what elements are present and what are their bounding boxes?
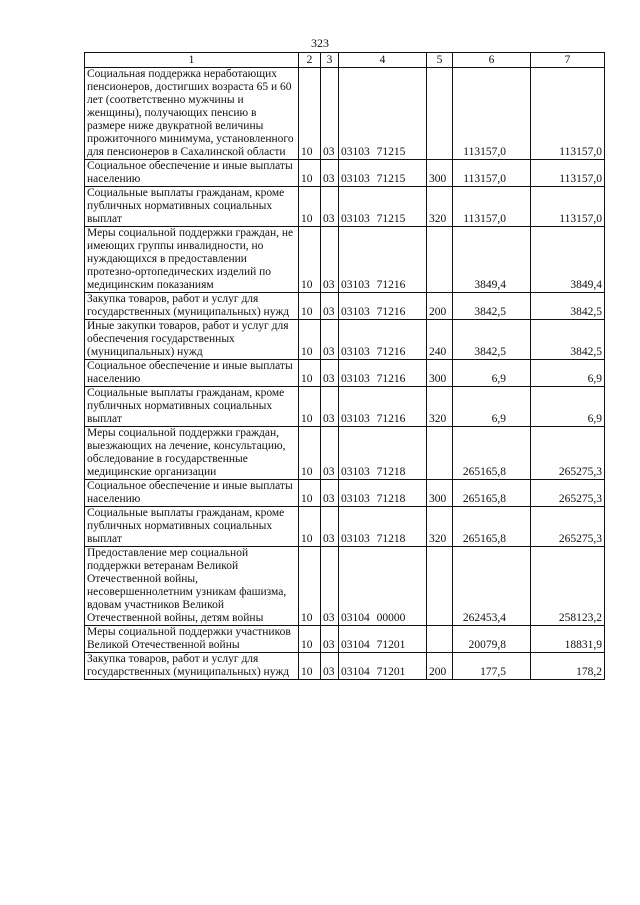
row-sum-1: 265165,8 <box>453 507 531 547</box>
table-row <box>85 547 605 626</box>
row-rz: 10 <box>299 227 321 293</box>
row-sum-2: 113157,0 <box>531 68 605 160</box>
row-sum-2: 3842,5 <box>531 293 605 320</box>
row-sum-2: 178,2 <box>531 653 605 680</box>
row-pr: 03 <box>321 187 339 227</box>
row-rz: 10 <box>299 480 321 507</box>
row-sum-1: 20079,8 <box>453 626 531 653</box>
row-name: Закупка товаров, работ и услуг для государственных (муниципальных) нужд <box>85 653 299 680</box>
row-name: Социальные выплаты гражданам, кроме публичных нормативных социальных выплат <box>85 387 299 427</box>
row-sum-1: 113157,0 <box>453 160 531 187</box>
row-pr: 03 <box>321 626 339 653</box>
row-pr: 03 <box>321 68 339 160</box>
budget-table <box>84 52 605 680</box>
row-vr <box>427 626 453 653</box>
row-csr: 03103 71215 <box>339 187 427 227</box>
row-sum-2: 113157,0 <box>531 160 605 187</box>
row-rz: 10 <box>299 626 321 653</box>
row-rz: 10 <box>299 653 321 680</box>
row-csr: 03103 71218 <box>339 480 427 507</box>
row-sum-1: 262453,4 <box>453 547 531 626</box>
row-name: Социальное обеспечение и иные выплаты населению <box>85 160 299 187</box>
row-sum-1: 113157,0 <box>453 68 531 160</box>
row-vr <box>427 427 453 480</box>
row-csr: 03103 71216 <box>339 387 427 427</box>
row-csr: 03103 71216 <box>339 227 427 293</box>
row-csr: 03103 71216 <box>339 320 427 360</box>
row-vr: 320 <box>427 387 453 427</box>
row-vr: 300 <box>427 160 453 187</box>
table-row <box>85 160 605 187</box>
row-rz: 10 <box>299 68 321 160</box>
row-vr <box>427 68 453 160</box>
row-name: Меры социальной поддержки граждан, выезжающих на лечение, консультацию, обследование в государственные медицинские организации <box>85 427 299 480</box>
row-pr: 03 <box>321 320 339 360</box>
row-name: Меры социальной поддержки граждан, не имеющих группы инвалидности, но нуждающихся в предоставлении протезно-ортопедических изделий по медицинским показаниям <box>85 227 299 293</box>
row-pr: 03 <box>321 293 339 320</box>
row-sum-2: 6,9 <box>531 360 605 387</box>
row-csr: 03104 71201 <box>339 626 427 653</box>
table-row <box>85 320 605 360</box>
row-vr <box>427 547 453 626</box>
row-pr: 03 <box>321 547 339 626</box>
row-csr: 03103 71218 <box>339 427 427 480</box>
row-name: Иные закупки товаров, работ и услуг для обеспечения государственных (муниципальных) нужд <box>85 320 299 360</box>
table-row <box>85 480 605 507</box>
table-header-row <box>85 53 605 68</box>
table-row <box>85 227 605 293</box>
row-sum-2: 265275,3 <box>531 480 605 507</box>
table-row <box>85 187 605 227</box>
row-rz: 10 <box>299 427 321 480</box>
column-header: 7 <box>531 53 605 68</box>
row-pr: 03 <box>321 227 339 293</box>
row-sum-1: 3849,4 <box>453 227 531 293</box>
row-sum-2: 113157,0 <box>531 187 605 227</box>
row-sum-1: 6,9 <box>453 387 531 427</box>
row-pr: 03 <box>321 480 339 507</box>
row-name: Социальные выплаты гражданам, кроме публичных нормативных социальных выплат <box>85 187 299 227</box>
row-rz: 10 <box>299 547 321 626</box>
row-vr: 200 <box>427 653 453 680</box>
row-rz: 10 <box>299 320 321 360</box>
row-sum-1: 177,5 <box>453 653 531 680</box>
row-sum-2: 258123,2 <box>531 547 605 626</box>
row-csr: 03103 71215 <box>339 68 427 160</box>
row-csr: 03104 71201 <box>339 653 427 680</box>
row-vr: 200 <box>427 293 453 320</box>
row-pr: 03 <box>321 160 339 187</box>
row-name: Меры социальной поддержки участников Великой Отечественной войны <box>85 626 299 653</box>
table-row <box>85 507 605 547</box>
row-vr: 300 <box>427 480 453 507</box>
table-row <box>85 68 605 160</box>
row-vr: 320 <box>427 507 453 547</box>
table-row <box>85 387 605 427</box>
column-header: 2 <box>299 53 321 68</box>
row-name: Социальное обеспечение и иные выплаты населению <box>85 360 299 387</box>
row-csr: 03103 71216 <box>339 360 427 387</box>
row-rz: 10 <box>299 187 321 227</box>
row-sum-2: 265275,3 <box>531 427 605 480</box>
row-pr: 03 <box>321 427 339 480</box>
row-sum-1: 265165,8 <box>453 427 531 480</box>
row-rz: 10 <box>299 387 321 427</box>
row-csr: 03104 00000 <box>339 547 427 626</box>
row-sum-1: 113157,0 <box>453 187 531 227</box>
row-csr: 03103 71216 <box>339 293 427 320</box>
row-name: Социальная поддержка неработающих пенсионеров, достигших возраста 65 и 60 лет (соответственно мужчины и женщины), получающих пенсию в размере ниже двукратной величины прожиточного минимума, установленного для пенсионеров в Сахалинской области <box>85 68 299 160</box>
row-pr: 03 <box>321 360 339 387</box>
row-vr: 320 <box>427 187 453 227</box>
table-row <box>85 626 605 653</box>
row-name: Закупка товаров, работ и услуг для государственных (муниципальных) нужд <box>85 293 299 320</box>
row-vr: 240 <box>427 320 453 360</box>
table-row <box>85 360 605 387</box>
row-csr: 03103 71215 <box>339 160 427 187</box>
row-sum-2: 6,9 <box>531 387 605 427</box>
row-rz: 10 <box>299 160 321 187</box>
row-pr: 03 <box>321 653 339 680</box>
column-header: 1 <box>85 53 299 68</box>
row-name: Социальное обеспечение и иные выплаты населению <box>85 480 299 507</box>
row-rz: 10 <box>299 293 321 320</box>
row-rz: 10 <box>299 507 321 547</box>
column-header: 4 <box>339 53 427 68</box>
table-row <box>85 653 605 680</box>
row-sum-1: 3842,5 <box>453 293 531 320</box>
row-sum-1: 265165,8 <box>453 480 531 507</box>
row-pr: 03 <box>321 387 339 427</box>
row-name: Предоставление мер социальной поддержки ветеранам Великой Отечественной войны, несовершеннолетним узникам фашизма, вдовам участников Великой Отечественной войны, детям войны <box>85 547 299 626</box>
column-header: 5 <box>427 53 453 68</box>
row-sum-2: 18831,9 <box>531 626 605 653</box>
row-sum-2: 3842,5 <box>531 320 605 360</box>
row-sum-1: 6,9 <box>453 360 531 387</box>
row-sum-2: 3849,4 <box>531 227 605 293</box>
row-vr: 300 <box>427 360 453 387</box>
column-header: 6 <box>453 53 531 68</box>
row-csr: 03103 71218 <box>339 507 427 547</box>
row-pr: 03 <box>321 507 339 547</box>
row-vr <box>427 227 453 293</box>
table-row <box>85 293 605 320</box>
column-header: 3 <box>321 53 339 68</box>
row-sum-1: 3842,5 <box>453 320 531 360</box>
table-row <box>85 427 605 480</box>
page-number: 323 <box>311 36 329 50</box>
row-sum-2: 265275,3 <box>531 507 605 547</box>
row-name: Социальные выплаты гражданам, кроме публичных нормативных социальных выплат <box>85 507 299 547</box>
row-rz: 10 <box>299 360 321 387</box>
